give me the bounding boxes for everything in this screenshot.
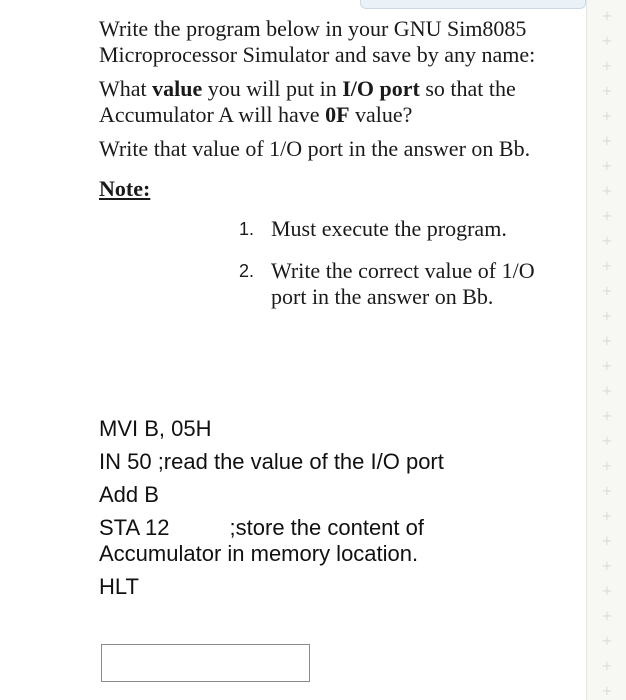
plus-decoration-icon: + [601,184,613,199]
plus-decoration-icon: + [601,259,613,274]
bold-0f: 0F [325,102,350,127]
code-line-sta: STA 12 ;store the content of [99,515,424,540]
question-paragraph: What value you will put in I/O port so that the Accumulator A will have 0F value? [99,76,516,127]
instruction-paragraph: Write the program below in your GNU Sim8085 Microprocessor Simulator and save by any name: [99,16,536,67]
bold-value: value [152,76,203,101]
note-number: 1. [239,219,255,239]
answer-instruction-paragraph: Write that value of 1/O port in the answer on Bb. [99,136,531,161]
plus-decoration-icon: + [601,459,613,474]
note-heading: Note: [99,176,151,201]
plus-decoration-icon: + [601,84,613,99]
note-number: 2. [239,261,255,281]
plus-decoration-icon: + [601,109,613,124]
plus-decoration-icon: + [601,534,613,549]
plus-decoration-icon: + [601,334,613,349]
plus-decoration-icon: + [601,384,613,399]
plus-decoration-icon: + [601,659,613,674]
assembly-code-block [99,416,579,607]
plus-decoration-icon: + [601,559,613,574]
top-tab [360,0,586,9]
plus-decoration-icon: + [601,34,613,49]
plus-decoration-icon: + [601,434,613,449]
code-line-in: IN 50 ;read the value of the I/O port [99,449,444,474]
plus-decoration-icon: + [601,134,613,149]
left-margin [0,0,72,700]
note-item-2 [239,258,539,310]
right-sidebar-decoration [586,0,626,700]
plus-decoration-icon: + [601,234,613,249]
plus-decoration-icon: + [601,409,613,424]
note-list [239,216,539,310]
code-line-hlt: HLT [99,574,139,599]
plus-decoration-icon: + [601,359,613,374]
question-content [99,16,569,326]
code-line-sta-continuation: Accumulator in memory location. [99,541,419,566]
plus-decoration-icon: + [601,684,613,699]
plus-decoration-icon: + [601,609,613,624]
note-text: Must execute the program. [271,216,507,241]
plus-decoration-icon: + [601,59,613,74]
plus-decoration-icon: + [601,584,613,599]
plus-decoration-icon: + [601,634,613,649]
plus-decoration-icon: + [601,309,613,324]
plus-decoration-icon: + [601,484,613,499]
note-item-1 [239,216,539,242]
plus-decoration-icon: + [601,159,613,174]
bold-io-port: I/O port [342,76,420,101]
note-text: Write the correct value of 1/O port in the answer on Bb. [271,258,535,309]
plus-decoration-icon: + [601,284,613,299]
code-line-add: Add B [99,482,159,507]
plus-decoration-icon: + [601,509,613,524]
code-line-mvi: MVI B, 05H [99,416,212,441]
answer-input[interactable] [101,644,310,682]
plus-decoration-icon: + [601,209,613,224]
plus-decoration-icon: + [601,9,613,24]
